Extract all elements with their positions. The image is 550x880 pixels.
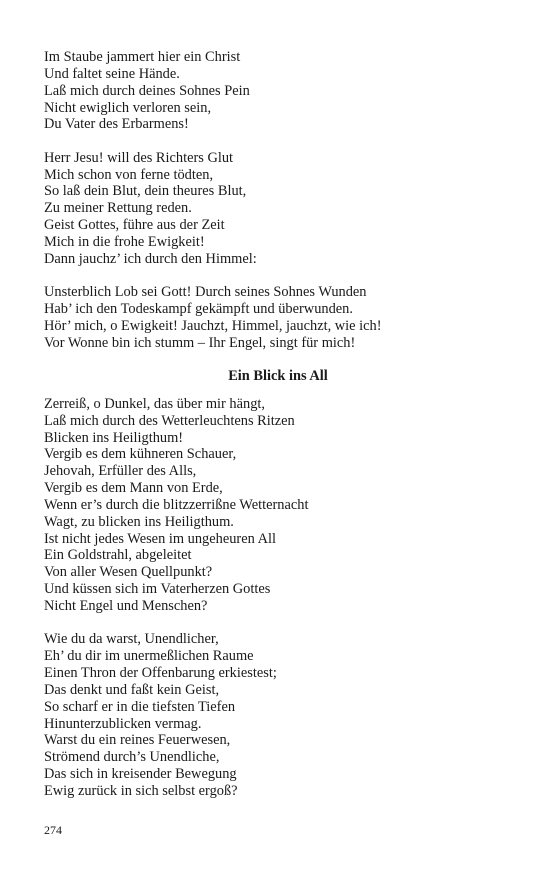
poem-line: Nicht ewiglich verloren sein, [44, 99, 212, 116]
poem-line: Blicken ins Heiligthum! [44, 429, 184, 446]
poem-line: Du Vater des Erbarmens! [44, 116, 189, 133]
poem-line: Ist nicht jedes Wesen im ungeheuren All [44, 530, 276, 547]
poem-line: Mich schon von ferne tödten, [44, 166, 214, 183]
poem-line: Geist Gottes, führe aus der Zeit [44, 217, 225, 234]
poem-line: Wie du da warst, Unendlicher, [44, 631, 219, 648]
poem-line: Strömend durch’s Unendliche, [44, 749, 220, 766]
stanza [44, 396, 504, 615]
poem-line: Und küssen sich im Vaterherzen Gottes [44, 581, 271, 598]
poem-line: Nicht Engel und Menschen? [44, 597, 208, 614]
poem-section-1 [44, 49, 504, 352]
poem-line: Ein Goldstrahl, abgeleitet [44, 547, 192, 564]
poem-line: Hab’ ich den Todeskampf gekämpft und überwunden. [44, 300, 353, 317]
poem-line: Einen Thron der Offenbarung erkiestest; [44, 665, 277, 681]
poem-line: Von aller Wesen Quellpunkt? [44, 564, 213, 581]
page-body [44, 49, 504, 816]
poem-line: Herr Jesu! will des Richters Glut [44, 149, 234, 166]
poem-line: Vergib es dem kühneren Schauer, [44, 446, 237, 463]
poem-line: Eh’ du dir im unermeßlichen Raume [44, 648, 254, 665]
poem-line: Hinunterzublicken vermag. [44, 715, 202, 732]
poem-line: Zerreiß, o Dunkel, das über mir hängt, [44, 395, 265, 412]
poem-line: Zu meiner Rettung reden. [44, 200, 192, 217]
poem-section-2 [44, 396, 504, 800]
poem-line: Im Staube jammert hier ein Christ [44, 49, 241, 65]
poem-line: Und faltet seine Hände. [44, 65, 180, 82]
poem-line: Wagt, zu blicken ins Heiligthum. [44, 513, 234, 530]
poem-line: Laß mich durch des Wetterleuchtens Ritzen [44, 412, 295, 429]
page-number: 274 [44, 823, 62, 837]
poem-line: Warst du ein reines Feuerwesen, [44, 732, 231, 749]
poem-line: Ewig zurück in sich selbst ergoß? [44, 782, 238, 799]
stanza [44, 49, 504, 133]
poem-title: Ein Blick ins All [228, 368, 328, 384]
poem-line: Wenn er’s durch die blitzzerrißne Wetternacht [44, 496, 309, 513]
poem-line: So laß dein Blut, dein theures Blut, [44, 183, 247, 200]
poem-line: Laß mich durch deines Sohnes Pein [44, 82, 250, 99]
stanza [44, 631, 504, 799]
poem-line: Das denkt und faßt kein Geist, [44, 681, 220, 698]
poem-line: Vergib es dem Mann von Erde, [44, 480, 223, 497]
poem-line: Jehovah, Erfüller des Alls, [44, 463, 197, 480]
stanza [44, 150, 504, 268]
poem-line: Das sich in kreisender Bewegung [44, 766, 237, 783]
poem-line: Unsterblich Lob sei Gott! Durch seines Sohnes Wunden [44, 284, 367, 301]
poem-line: Dann jauchz’ ich durch den Himmel: [44, 250, 257, 267]
poem-line: Mich in die frohe Ewigkeit! [44, 233, 205, 250]
poem-line: So scharf er in die tiefsten Tiefen [44, 698, 236, 715]
poem-line: Hör’ mich, o Ewigkeit! Jauchzt, Himmel, jauchzt, wie ich! [44, 317, 382, 334]
stanza [44, 284, 504, 351]
poem-line: Vor Wonne bin ich stumm – Ihr Engel, singt für mich! [44, 334, 356, 351]
